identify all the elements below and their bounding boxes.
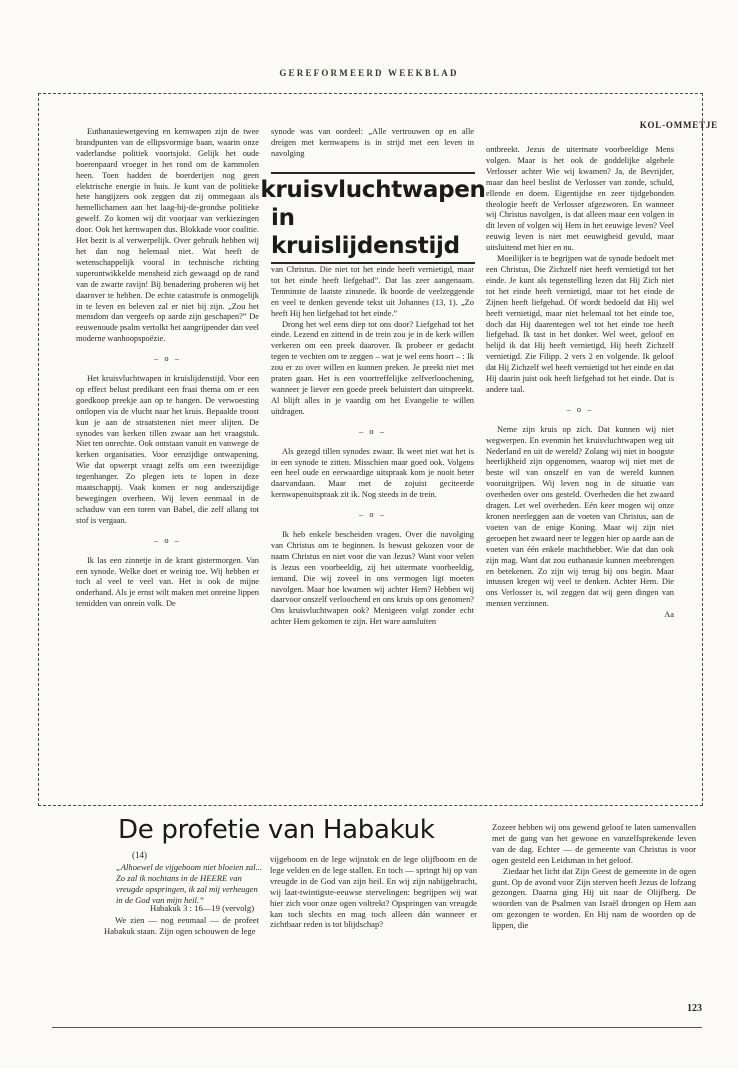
paragraph: Ik heb enkele bescheiden vragen. Over die navolging van Christus om te beginnen. Is bewust gekozen voor de naam Christus en niet voor die van Jezus? Want voor velen is Jezus een voorbeeldig, zij het uitermate voorbeeldig, iemand. Die wij zoveel in ons vermogen ligt moeten navolgen. Maar hoe kwamen wij achter Hem? Hebben wij daarvoor onszelf verloochend en ons kruis op ons genomen? Ons kruisvluchtwapen ook? Menigeen volgt zonder echt achter Hem gekomen te zijn. Het ware aansluiten <box>271 530 474 627</box>
article1-column-1 <box>76 127 259 610</box>
article1-title <box>260 172 486 264</box>
article2-column-3 <box>492 822 696 931</box>
article2-column-1 <box>104 915 259 937</box>
paragraph: We zien — nog eenmaal — de profeet Habakuk staan. Zijn ogen schouwen de lege <box>104 915 259 936</box>
paragraph: synode was van oordeel: „Alle vertrouwen op en alle dreigen met kernwapens is in strijd met een leven in navolging <box>271 127 474 158</box>
separator: – o – <box>154 535 181 545</box>
paragraph: Zozeer hebben wij ons gewend geloof te laten samenvallen met de gang van het gewone en vanzelfsprekende leven van de dag. Echter — de gemeente van Christus is voor ogen gesteld een Leidsman in het geloof. <box>492 822 696 865</box>
article2-quote-reference: Habakuk 3 : 16—19 (vervolg) <box>150 903 255 913</box>
title-line-2: in kruislijdenstijd <box>271 205 460 259</box>
paragraph: Drong het wel eens diep tot ons door? Liefgehad tot het einde. Lezend en zittend in de trein zou je in de kerk willen verkeren om een preek daarover. Ik probeer er gedacht tegen te vechten om te zeggen – wat je wel eens hoort – : Ik zou er zo over willen en kunnen preken. Je preekt niet met praten gaan. Het is een voortreffelijke zelfverloochening, wanneer je liever een goede preek beluistert dan uitspreekt. Al blijft alles in je vaardig om het Evangelie te willen uitdragen. <box>271 319 474 416</box>
title-line-1: kruisvluchtwapen <box>260 177 486 203</box>
footer-rule <box>52 1027 702 1028</box>
article1-column-2 <box>271 265 474 628</box>
paragraph: Neme zijn kruis op zich. Dat kunnen wij niet wegwerpen. En evenmin het kruisvluchtwapen weg uit Nederland en uit de wereld? Zolang wij niet in hoogste heerlijkheid zijn opgenomen, waarop wij niet met de beste wil van onszelf en van de wereld kunnen vooruitgrijpen. Wij leven nog in de situatie van overheden over ons gesteld. Overheden die het zwaard dragen. Let wel overheden. Eén keer mogen wij onze kronen neerleggen aan de voeten van Christus, aan de voeten van de enige Koning. Maar wij zijn niet geroepen het zwaard neer te leggen hier op aarde aan de voeten van één enkele machthebber. Wie dat dan ook zijn mag. Want dat zou euthanasie kunnen meebrengen en betekenen. Zo zijn wij terug bij ons begin. Maar intussen kregen wij veel te denken. Achter Hem. Die ons Verlosser is, wil zeggen dat wij geen dingen van mensen verzinnen. <box>486 424 674 609</box>
paragraph: Als gezegd tillen synodes zwaar. Ik weet niet wat het is in een synode te zitten. Misschien maar goed ook. Volgens een heel oude en eerwaardige uitspraak kom je nooit beter daarvandaan. Maar met de zojuist geciteerde kernwapenuitspraak zit ik. Nog steeds in de trein. <box>271 446 474 500</box>
article2-number: (14) <box>132 850 147 860</box>
paragraph: ontbreekt. Jezus de uitermate voorbeeldige Mens volgen. Maar is het ook de goddelijke algehele Verlosser achter Wie wij kwamen? Ja, de Bevrijder, maar dan heel beslist de Verlosser van zonde, schuld, ellende en doem. Eigentijdse en zeer tijdgebonden theologie heeft de Verlosser afgezworen. En wanneer wij Christus navolgen, is dat alleen maar een volgen in dit leven of volgen wij Hem in het eeuwige leven? Veel eeuwig leven is niet met eeuwigheid gevuld, maar uitsluitend met hier en nu. <box>486 145 674 253</box>
article2-quote: „Alhoewel de vijgeboom niet bloeien zal... Zo zal ik nochtans in de HEERE van vreugde opspringen, ik zal mij verheugen in de God van mijn heil.” <box>116 862 263 905</box>
paragraph: Moeilijker is te begrijpen wat de synode bedoelt met een Christus, Die Zichzelf niet heeft vernietigd tot het einde. Je kunt als tegenstelling lezen dat Hij Zich niet tot het einde heeft vernietigd, maar tot het einde de Zijnen heeft liefgehad. Of wordt bedoeld dat Hij wel heeft vernietigd, maar niet helemaal tot het einde toe, doch dat Hij daarentegen wel tot het einde toe heeft liefgehad. Ik tast in het donker. Wel weet, geloof en belijd ik dat Hij heeft vernietigd, Hij heeft Zichzelf vernietigd. Zie Filipp. 2 vers 2 en volgende. Ik geloof dat Hij Zichzelf wel heeft vernietigd tot het einde en dat Hij daarin juist ook heeft liefgehad tot het einde. Dat is andere taal. <box>486 254 674 394</box>
paragraph: Ziedaar het licht dat Zijn Geest de gemeente in de ogen gunt. Op de avond voor Zijn sterven heeft Jezus de lofzang gezongen. Daarna ging Hij uit naar de Olijfberg. De woorden van de Psalmen van Israël drongen op Hem aan om gezongen te worden. En Hij nam de woorden op de lippen, die <box>492 865 696 931</box>
separator: – o – <box>566 404 594 414</box>
column-label: KOL-OMMETJE <box>639 120 718 130</box>
paragraph: vijgeboom en de lege wijnstok en de lege olijfboom en de lege velden en de lege stallen. En toch — springt hij op van vreugde in de God van zijn heil. En wij zijn nabijgebracht, wij laat-twintigste-eeuwse stervelingen: begrijpen wij wat hier zich voor onze ogen voltrekt? Opspringen van vreugde kan toch slechts en mag toch alleen dán wanneer er zichtbaar reden is tot blijdschap? <box>270 854 477 930</box>
signature: Aa <box>664 610 674 620</box>
separator: – o – <box>154 354 181 364</box>
paragraph: Euthanasiewetgeving en kernwapen zijn de twee brandpunten van de ellipsvormige baan, waarin onze vaderlandse politiek voortsjokt. Gelijk het oude boerenpaard vroeger in het rond om de karnmolen heen. Toen hadden de boerderijen nog geen elektrische energie in huis. Je kunt van de politieke hete hangijzers ook zeggen dat zij ommegaan als hemellichamen aan het laag-bij-de-grondse politieke gewelf. Zo komen wij dit voorjaar van verkiezingen door. Ook het kernwapen dus. Blokkade voor coalitie. Het bezit is al verwerpelijk. Over gebruik hebben wij het dan nog helemaal niet. Wat heeft de wetenschappelijk vooral in technische richting superontwikkelde mensheid zich gewaagd op de rand van de zwarte ravijn! Bij benadering proberen wij het daarover te hebben. De echte catastrofe is onmogelijk in te leven en beleven zal er niet bij zijn. „Zou het mensdom dan vergeefs op aarde zijn geschapen?” De eeuwenoude psalm vertolkt het aangrijpender dan veel moderne wanhoopspoëzie. <box>76 127 259 344</box>
masthead: GEREFORMEERD WEEKBLAD <box>279 68 459 78</box>
article2-title: De profetie van Habakuk <box>118 815 435 845</box>
page-number: 123 <box>687 1003 702 1014</box>
paragraph: Het kruisvluchtwapen in kruislijdenstijd. Voor een op effect belust predikant een fraai thema om er een goedkoop preekje aan op te hangen. De verwoesting ontlopen via de vlucht naar het kruis. Bepaalde troost kun je aan de straatstenen niet meer slijten. De synodes van kerken tillen zwaar aan het vraagstuk. Niet ten onrechte. Ook ontstaan vanuit en vanwege de kerken organisaties. Voor eenzijdige ontwapening. Wie dat opwerpt vraagt zelfs om een tweezijdige tegenhanger. Zo plegen iets te lopen in deze maatschappij. Vaak komen er nog anderszijdige bewegingen overheen. Wij leven eenmaal in de schaduw van een toren van Babel, die zelf allang tot stof is vergaan. <box>76 374 259 525</box>
separator: – o – <box>359 510 386 520</box>
paragraph: van Christus. Die niet tot het einde heeft vernietigd, maar tot het einde heeft liefgehad”. Dat las zeer aangenaam. Tenminste de laatste zinsnede. Ik hoorde de veelzeggende en veel te denken gevende tekst uit Johannes (13, 1). „Zo heeft Hij hen liefgehad tot het einde.” <box>271 265 474 318</box>
article1-column-2-top <box>271 127 474 160</box>
separator: – o – <box>359 426 386 436</box>
article2-column-2 <box>270 854 477 930</box>
article1-column-3 <box>486 145 674 621</box>
paragraph: Ik las een zinnetje in de krant gistermorgen. Van een synode. Welke doet er weinig toe. Wij hebben er toch al veel te veel van. Het is ook de mijne onderhand. Als je ernst wilt maken met onreine lippen temidden van onrein volk. De <box>76 555 259 609</box>
